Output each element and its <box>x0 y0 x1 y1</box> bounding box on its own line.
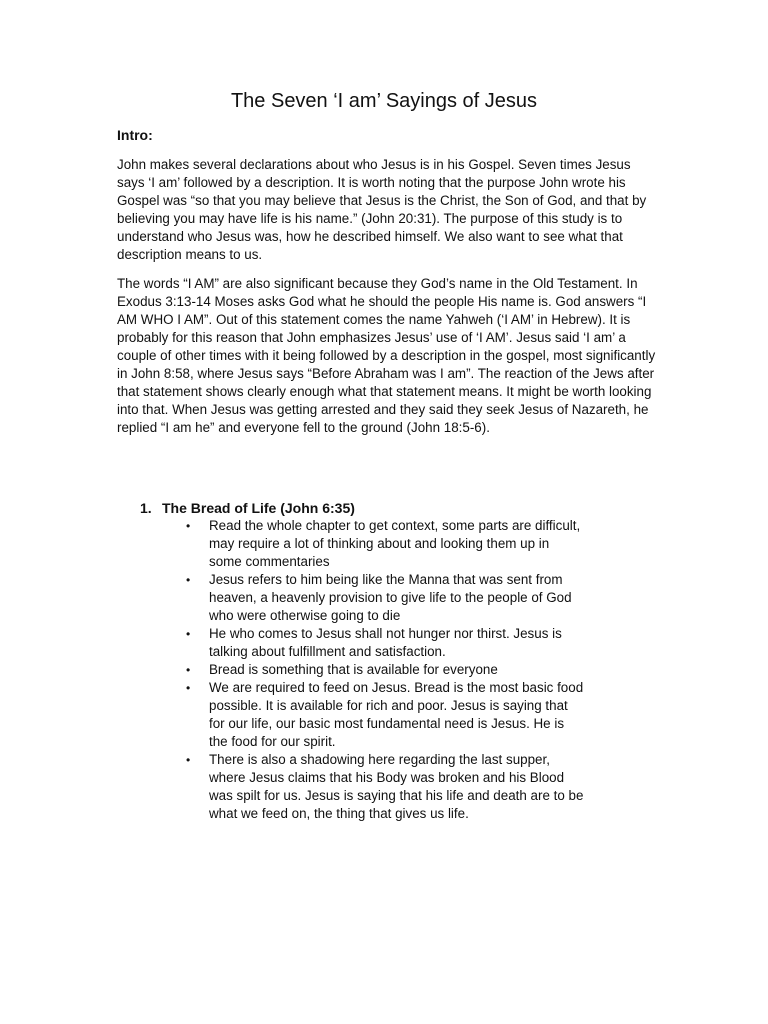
list-item <box>140 661 584 679</box>
intro-heading: Intro: <box>117 127 153 143</box>
list-item <box>140 679 584 751</box>
list-item-text: He who comes to Jesus shall not hunger nor thirst. Jesus is talking about fulfillment and satisfaction. <box>209 626 562 659</box>
bullet-icon: • <box>186 753 191 767</box>
list-item-text: There is also a shadowing here regarding the last supper, where Jesus claims that his Body was broken and his Blood was spilt for us. Jesus is saying that his life and death are to be what we feed on, the thing that gives us life. <box>209 752 584 821</box>
intro-paragraph-1: John makes several declarations about who Jesus is in his Gospel. Seven times Jesus says ‘I am’ followed by a description. It is worth noting that the purpose John wrote his Gospel was “so that you may believe that Jesus is the Christ, the Son of God, and that by believing you may have life is his name.” (John 20:31). The purpose of this study is to understand who Jesus was, how he described himself. We also want to see what that description means to us. <box>117 157 647 262</box>
section-heading <box>140 499 660 517</box>
list-item-text: Bread is something that is available for everyone <box>209 662 498 677</box>
list-item <box>140 517 584 571</box>
bullet-icon: • <box>186 519 191 533</box>
bullet-icon: • <box>186 681 191 695</box>
list-item-text: We are required to feed on Jesus. Bread is the most basic food possible. It is available for rich and poor. Jesus is saying that for our life, our basic most fundamental need is Jesus. He is the food for our spirit. <box>209 680 584 749</box>
bullet-icon: • <box>186 573 191 587</box>
list-item-text: Jesus refers to him being like the Manna that was sent from heaven, a heavenly provision to give life to the people of God who were otherwise going to die <box>209 572 572 623</box>
bullet-icon: • <box>186 627 191 641</box>
document-title: The Seven ‘I am’ Sayings of Jesus <box>230 90 538 112</box>
bullet-list <box>140 517 660 823</box>
section-bread-of-life <box>140 499 660 823</box>
list-item-text: Read the whole chapter to get context, some parts are difficult, may require a lot of thinking about and looking them up in some commentaries <box>209 518 581 569</box>
list-item <box>140 571 584 625</box>
section-title: The Bread of Life (John 6:35) <box>162 500 355 516</box>
list-item <box>140 625 584 661</box>
bullet-icon: • <box>186 663 191 677</box>
intro-paragraph-2: The words “I AM” are also significant because they God’s name in the Old Testament. In Exodus 3:13-14 Moses asks God what he should the people His name is. God answers “I AM WHO I AM”. Out of this statement comes the name Yahweh (‘I AM’ in Hebrew). It is probably for this reason that John emphasizes Jesus’ use of ‘I AM’. Jesus said ‘I am’ a couple of other times with it being followed by a description in the gospel, most significantly in John 8:58, where Jesus says “Before Abraham was I am”. The reaction of the Jews after that statement shows clearly enough what that statement means. It might be worth looking into that. When Jesus was getting arrested and they said they seek Jesus of Nazareth, he replied “I am he” and everyone fell to the ground (John 18:5-6). <box>117 276 656 435</box>
section-number: 1. <box>140 500 152 516</box>
list-item <box>140 751 584 823</box>
